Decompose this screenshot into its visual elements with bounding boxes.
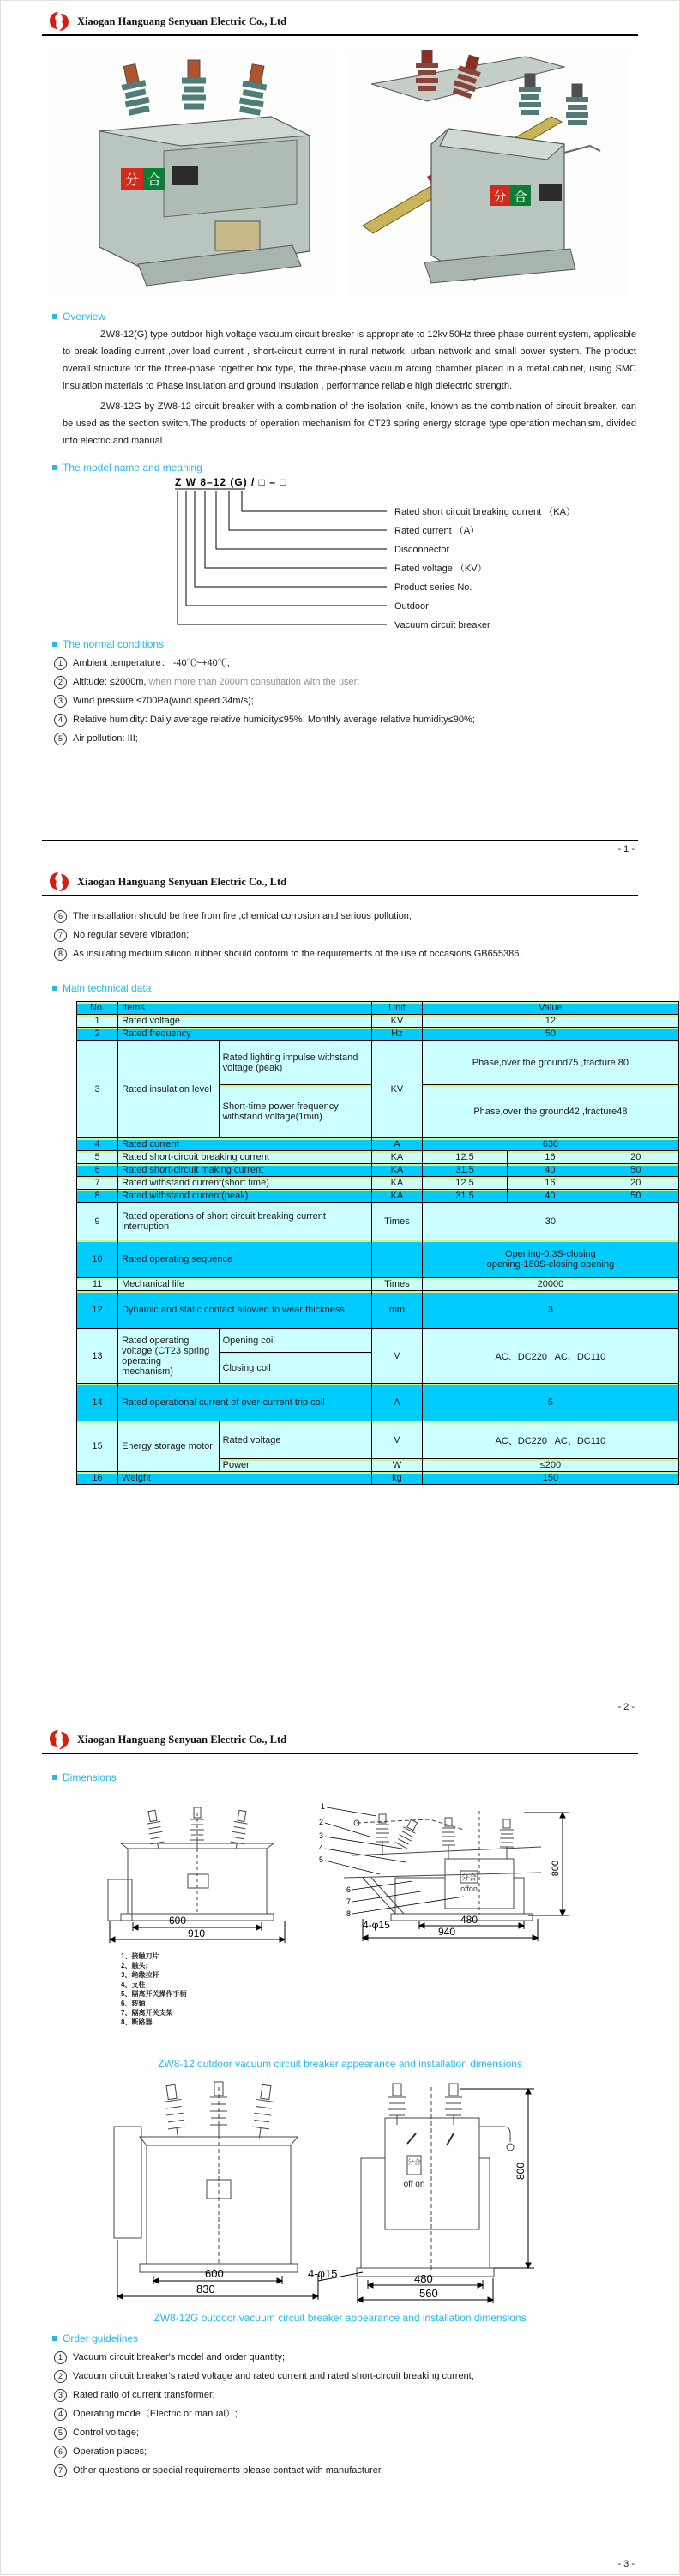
cell-item: Rated frequency — [118, 1028, 372, 1041]
table-row — [77, 1329, 679, 1353]
section-bullet-icon — [52, 1775, 57, 1780]
section-model-heading — [52, 462, 679, 474]
legend-item: 7、隔离开关支架 — [121, 2009, 173, 2017]
callout-number: 8 — [346, 1909, 352, 1918]
list-item — [54, 2424, 636, 2442]
overview-paragraph-1: ZW8-12(G) type outdoor high voltage vacuum circuit breaker is appropriate to 12kv,50Hz three phase current system, applicable to break loading current ,over load current , short-circuit current in rural network, urban network and small power system. The product overall structure for the three-phase together box type, the three-phase vacuum arcing chamber placed in a metal cabinet, using SMC insulation materials to Phase insulation and ground insulation , performance reliable high dielectric strength. — [63, 329, 636, 391]
page-header — [48, 1729, 638, 1750]
item-number: 8 — [54, 948, 67, 961]
dim-label-800: 800 — [551, 1860, 561, 1877]
table-row — [77, 1164, 679, 1177]
dimension-drawing-zw8-12g — [61, 2077, 618, 2307]
item-text: Relative humidity: Daily average relative humidity≤95%; Monthly average relative humidity≤90%; — [73, 715, 475, 725]
header-rule — [42, 34, 638, 36]
page-header — [48, 11, 638, 32]
table-row — [77, 1421, 679, 1459]
model-label: Vacuum circuit breaker — [394, 620, 490, 630]
item-text: Other questions or special requirements please contact with manufacturer. — [73, 2465, 383, 2476]
item-number: 2 — [54, 676, 67, 689]
page-header — [48, 872, 638, 892]
badge-close-char: 合 — [147, 173, 161, 188]
dim-label-480: 480 — [460, 1914, 478, 1926]
col-header-no: No. — [77, 1002, 118, 1015]
section-bullet-icon — [52, 2336, 57, 2341]
cell-no: 14 — [77, 1384, 118, 1421]
cell-item: Dynamic and static contact allowed to wear thickness — [118, 1291, 372, 1329]
list-item — [54, 2368, 636, 2386]
section-bullet-icon — [52, 986, 57, 991]
cell-no: 10 — [77, 1240, 118, 1278]
cell-value: 5 — [422, 1384, 678, 1421]
item-text: Ambient temperature： -40℃~+40℃; — [73, 658, 230, 668]
section-title: Overview — [63, 311, 106, 323]
cell-unit: V — [372, 1421, 423, 1459]
item-number: 7 — [54, 929, 67, 942]
drawing-caption-zw8-12g: ZW8-12G outdoor vacuum circuit breaker appearance and installation dimensions — [153, 2312, 527, 2324]
list-item — [54, 730, 636, 748]
cell-no: 13 — [77, 1329, 118, 1384]
list-item — [54, 673, 636, 691]
dim-label-600: 600 — [205, 2267, 224, 2280]
model-designation-diagram — [48, 474, 640, 630]
company-logo-icon — [48, 872, 70, 892]
legend-item: 2、触头; — [121, 1962, 148, 1970]
section-technical-data-heading — [52, 982, 679, 994]
callout-number: 6 — [346, 1885, 352, 1894]
dim-label-holes: 4-φ15 — [363, 1919, 390, 1931]
legend-item: 4、支柱 — [121, 1981, 146, 1988]
table-row — [77, 1291, 679, 1329]
section-conditions-heading — [52, 638, 679, 650]
callout-number: 1 — [321, 1802, 326, 1811]
callout-number: 3 — [319, 1831, 324, 1840]
item-number: 3 — [54, 695, 67, 708]
cell-unit: A — [372, 1384, 423, 1421]
legend-item: 6、转轴 — [121, 2000, 146, 2007]
table-row — [77, 1384, 679, 1421]
cell-no: 7 — [77, 1177, 118, 1190]
item-number: 5 — [54, 2427, 67, 2440]
cell-item: Rated withstand current(peak) — [118, 1190, 372, 1203]
footer-rule — [42, 840, 638, 841]
item-number: 4 — [54, 714, 67, 727]
company-name: Xiaogan Hanguang Senyuan Electric Co., Ltd — [77, 15, 287, 27]
item-number: 1 — [54, 2351, 67, 2364]
cell-value: ≤200 — [422, 1459, 678, 1472]
table-row — [77, 1278, 679, 1291]
drawing-offon-label: off on — [403, 2180, 425, 2189]
model-code: Z W 8–12 (G) / □ – □ — [175, 476, 287, 488]
cell-value: 3 — [422, 1291, 678, 1329]
cell-value: 50 — [593, 1190, 678, 1203]
cell-item: Rated operations of short circuit breaking current interruption — [118, 1203, 372, 1240]
table-row — [77, 1138, 679, 1151]
dim-label-910: 910 — [188, 1927, 206, 1940]
cell-value: 16 — [508, 1151, 593, 1164]
table-header-row — [77, 1002, 679, 1015]
section-bullet-icon — [52, 314, 57, 319]
company-logo-icon — [48, 1729, 70, 1750]
page-footer — [1, 840, 679, 861]
cell-value: AC、DC220 AC、DC110 — [422, 1421, 678, 1459]
item-text: The installation should be free from fire ,chemical corrosion and serious pollution; — [73, 911, 412, 921]
item-number: 2 — [54, 2370, 67, 2383]
cell-value: 20 — [593, 1177, 678, 1190]
col-header-value: Value — [422, 1002, 678, 1015]
cell-subitem: Power — [219, 1459, 371, 1472]
col-header-items: Items — [118, 1002, 372, 1015]
dim-label-600: 600 — [169, 1915, 187, 1927]
legend-item: 8、断路器 — [121, 2018, 153, 2026]
table-row — [77, 1177, 679, 1190]
item-text: Operating mode（Electric or manual）; — [73, 2409, 238, 2419]
cell-unit: KA — [372, 1177, 423, 1190]
callout-number: 4 — [319, 1843, 324, 1852]
cell-value — [422, 1240, 678, 1278]
cell-item: Rated operational current of over-current trip coil — [118, 1384, 372, 1421]
dim-label-holes: 4-φ15 — [308, 2267, 338, 2280]
section-title: The model name and meaning — [63, 462, 202, 474]
item-text: Control voltage; — [73, 2428, 140, 2438]
order-guidelines-list — [54, 2348, 636, 2480]
overview-paragraph-2: ZW8-12G by ZW8-12 circuit breaker with a combination of the isolation knife, known as the combination of circuit breaker, can be used as the section switch.The products of operation mechanism for CT23 spring energy storage type operation mechanism, divided into electric and manual. — [63, 401, 636, 446]
company-name: Xiaogan Hanguang Senyuan Electric Co., Ltd — [77, 1733, 287, 1746]
cell-item: Energy storage motor — [118, 1421, 220, 1472]
value-line: Opening-0.3S-closing — [505, 1248, 596, 1259]
table-row — [77, 1190, 679, 1203]
page-1 — [1, 1, 679, 861]
cell-unit — [372, 1240, 423, 1278]
callout-number: 7 — [346, 1897, 352, 1906]
cell-no: 2 — [77, 1028, 118, 1041]
cell-item: Rated short-circuit breaking current — [118, 1151, 372, 1164]
cell-no: 15 — [77, 1421, 118, 1472]
page-footer — [1, 2555, 679, 2576]
dim-label-560: 560 — [419, 2287, 438, 2300]
section-order-heading — [52, 2332, 679, 2344]
cell-value: 40 — [508, 1164, 593, 1177]
item-number: 6 — [54, 2446, 67, 2458]
col-header-unit: Unit — [372, 1002, 423, 1015]
header-rule — [42, 1753, 638, 1754]
cell-value: 50 — [422, 1028, 678, 1041]
drawing-badge: 分合 — [407, 2158, 421, 2166]
model-label: Rated short circuit breaking current （KA） — [394, 507, 575, 517]
product-photos — [35, 50, 645, 297]
section-bullet-icon — [52, 642, 57, 647]
section-bullet-icon — [52, 465, 57, 470]
drawing-caption-zw8-12: ZW8-12 outdoor vacuum circuit breaker appearance and installation dimensions — [158, 2058, 522, 2070]
item-text: As insulating medium silicon rubber should conform to the requirements of the use of occasions GB655386. — [73, 949, 522, 959]
cell-unit: Times — [372, 1203, 423, 1240]
section-dimensions-heading — [52, 1771, 679, 1783]
list-item — [54, 2405, 636, 2423]
cell-unit: KA — [372, 1151, 423, 1164]
callout-number: 5 — [319, 1855, 324, 1864]
item-text: Vacuum circuit breaker's model and order quantity; — [73, 2352, 286, 2362]
cell-no: 9 — [77, 1203, 118, 1240]
cell-unit: KA — [372, 1190, 423, 1203]
cell-value: 150 — [422, 1472, 678, 1485]
cell-value: 30 — [422, 1203, 678, 1240]
cell-no: 1 — [77, 1015, 118, 1028]
cell-no: 3 — [77, 1041, 118, 1138]
dim-label-800: 800 — [515, 2162, 527, 2181]
cell-unit: V — [372, 1329, 423, 1384]
cell-value: Phase,over the ground42 ,fracture48 — [422, 1085, 678, 1138]
cell-no: 8 — [77, 1190, 118, 1203]
list-item — [54, 945, 636, 963]
cell-value: Phase,over the ground75 ,fracture 80 — [422, 1041, 678, 1085]
table-row — [77, 1151, 679, 1164]
company-name: Xiaogan Hanguang Senyuan Electric Co., Ltd — [77, 875, 287, 888]
cell-item: Rated short-circuit making current — [118, 1164, 372, 1177]
list-item — [54, 908, 636, 926]
cell-item: Rated operating sequence — [118, 1240, 372, 1278]
model-label: Outdoor — [394, 601, 429, 612]
cell-value: 630 — [422, 1138, 678, 1151]
item-number: 6 — [54, 910, 67, 923]
cell-value: 16 — [508, 1177, 593, 1190]
item-number: 1 — [54, 657, 67, 670]
callout-number: 2 — [319, 1818, 324, 1826]
drawing-offon-label: offon — [460, 1885, 478, 1893]
item-number: 3 — [54, 2389, 67, 2402]
product-photo-left — [52, 50, 335, 297]
legend-item: 3、绝缘拉杆 — [121, 1971, 159, 1979]
list-item — [54, 2462, 636, 2480]
model-label: Product series No. — [394, 582, 472, 593]
cell-unit: W — [372, 1459, 423, 1472]
normal-conditions-list — [54, 654, 636, 748]
table-row — [77, 1028, 679, 1041]
table-row — [77, 1240, 679, 1278]
table-row — [77, 1203, 679, 1240]
cell-value: 31.5 — [422, 1190, 507, 1203]
badge-open-char: 分 — [124, 173, 139, 188]
item-text: Rated ratio of current transformer; — [73, 2390, 215, 2400]
cell-value: 12 — [422, 1015, 678, 1028]
cell-no: 11 — [77, 1278, 118, 1291]
page-number: - 1 - — [617, 844, 635, 854]
legend-item: 5、隔离开关操作手柄 — [121, 1990, 187, 1998]
list-item — [54, 2443, 636, 2461]
item-number: 5 — [54, 733, 67, 745]
cell-no: 5 — [77, 1151, 118, 1164]
cell-value: 20 — [593, 1151, 678, 1164]
cell-item: Rated current — [118, 1138, 372, 1151]
cell-subitem: Closing coil — [219, 1353, 371, 1384]
cell-item: Rated insulation level — [118, 1041, 220, 1138]
table-row — [77, 1015, 679, 1028]
list-item — [54, 2349, 636, 2367]
cell-unit: mm — [372, 1291, 423, 1329]
page-footer — [1, 1698, 679, 1719]
cell-unit: KV — [372, 1041, 423, 1138]
cell-subitem: Short-time power frequency withstand voltage(1min) — [219, 1085, 371, 1138]
cell-item: Rated withstand current(short time) — [118, 1177, 372, 1190]
cell-subitem: Rated lighting impulse withstand voltage (peak) — [219, 1041, 371, 1085]
cell-value: 40 — [508, 1190, 593, 1203]
drawing-legend — [121, 1952, 679, 2027]
model-label: Rated current （A） — [394, 526, 480, 536]
page-2 — [1, 861, 679, 1719]
list-item — [54, 655, 636, 673]
header-rule — [42, 895, 638, 896]
item-text: No regular severe vibration; — [73, 930, 190, 940]
cell-item: Rated operating voltage (CT23 spring operating mechanism) — [118, 1329, 220, 1384]
badge-close-char: 合 — [513, 190, 527, 204]
section-title: Main technical data — [63, 982, 152, 994]
cell-unit: Times — [372, 1278, 423, 1291]
page-3 — [1, 1719, 679, 2576]
section-title: The normal conditions — [63, 638, 165, 650]
dim-label-940: 940 — [438, 1926, 456, 1938]
model-label: Rated voltage （KV） — [394, 564, 487, 574]
page-number: - 2 - — [617, 1702, 635, 1712]
cell-value: 50 — [593, 1164, 678, 1177]
legend-item: 1、接触刀片 — [121, 1952, 159, 1960]
cell-value: 12.5 — [422, 1151, 507, 1164]
dim-label-480: 480 — [414, 2272, 433, 2285]
page-number: - 3 - — [617, 2559, 635, 2569]
cell-unit: KA — [372, 1164, 423, 1177]
item-text: Vacuum circuit breaker's rated voltage and rated current and rated short-circuit breaking current; — [73, 2371, 474, 2381]
cell-no: 4 — [77, 1138, 118, 1151]
cell-subitem: Rated voltage — [219, 1421, 371, 1459]
cell-unit: kg — [372, 1472, 423, 1485]
section-overview-heading — [52, 311, 679, 323]
installation-conditions-list — [54, 907, 636, 963]
cell-subitem: Opening coil — [219, 1329, 371, 1353]
item-text: Operation places; — [73, 2446, 147, 2457]
cell-unit: A — [372, 1138, 423, 1151]
technical-data-table — [76, 1001, 679, 1485]
cell-value: 20000 — [422, 1278, 678, 1291]
cell-item: Weight — [118, 1472, 372, 1485]
list-item — [54, 2386, 636, 2404]
cell-item: Rated voltage — [118, 1015, 372, 1028]
item-text: Wind pressure:≤700Pa(wind speed 34m/s); — [73, 696, 254, 706]
section-title: Order guidelines — [63, 2332, 139, 2344]
section-title: Dimensions — [63, 1771, 117, 1783]
list-item — [54, 926, 636, 944]
drawing-badge: 分合 — [460, 1873, 478, 1882]
cell-item: Mechanical life — [118, 1278, 372, 1291]
dim-label-830: 830 — [196, 2283, 215, 2295]
table-row — [77, 1472, 679, 1485]
product-photo-right — [346, 50, 629, 297]
value-line: opening-180S-closing opening — [486, 1258, 615, 1270]
cell-value: 12.5 — [422, 1177, 507, 1190]
item-text-secondary: when more than 2000m consultation with the user; — [146, 677, 360, 687]
company-logo-icon — [48, 11, 70, 32]
cell-no: 12 — [77, 1291, 118, 1329]
cell-no: 16 — [77, 1472, 118, 1485]
cell-no: 6 — [77, 1164, 118, 1177]
cell-value: 31.5 — [422, 1164, 507, 1177]
item-text: Air pollution: III; — [73, 733, 138, 744]
badge-open-char: 分 — [492, 190, 507, 204]
item-text: Altitude: ≤2000m, — [73, 677, 147, 687]
item-number: 4 — [54, 2408, 67, 2421]
cell-unit: Hz — [372, 1028, 423, 1041]
dimension-drawing-zw8-12 — [61, 1795, 618, 1950]
table-row — [77, 1041, 679, 1085]
model-label: Disconnector — [394, 545, 450, 555]
cell-value: AC、DC220 AC、DC110 — [422, 1329, 678, 1384]
item-number: 7 — [54, 2464, 67, 2477]
cell-unit: KV — [372, 1015, 423, 1028]
list-item — [54, 692, 636, 710]
list-item — [54, 711, 636, 729]
